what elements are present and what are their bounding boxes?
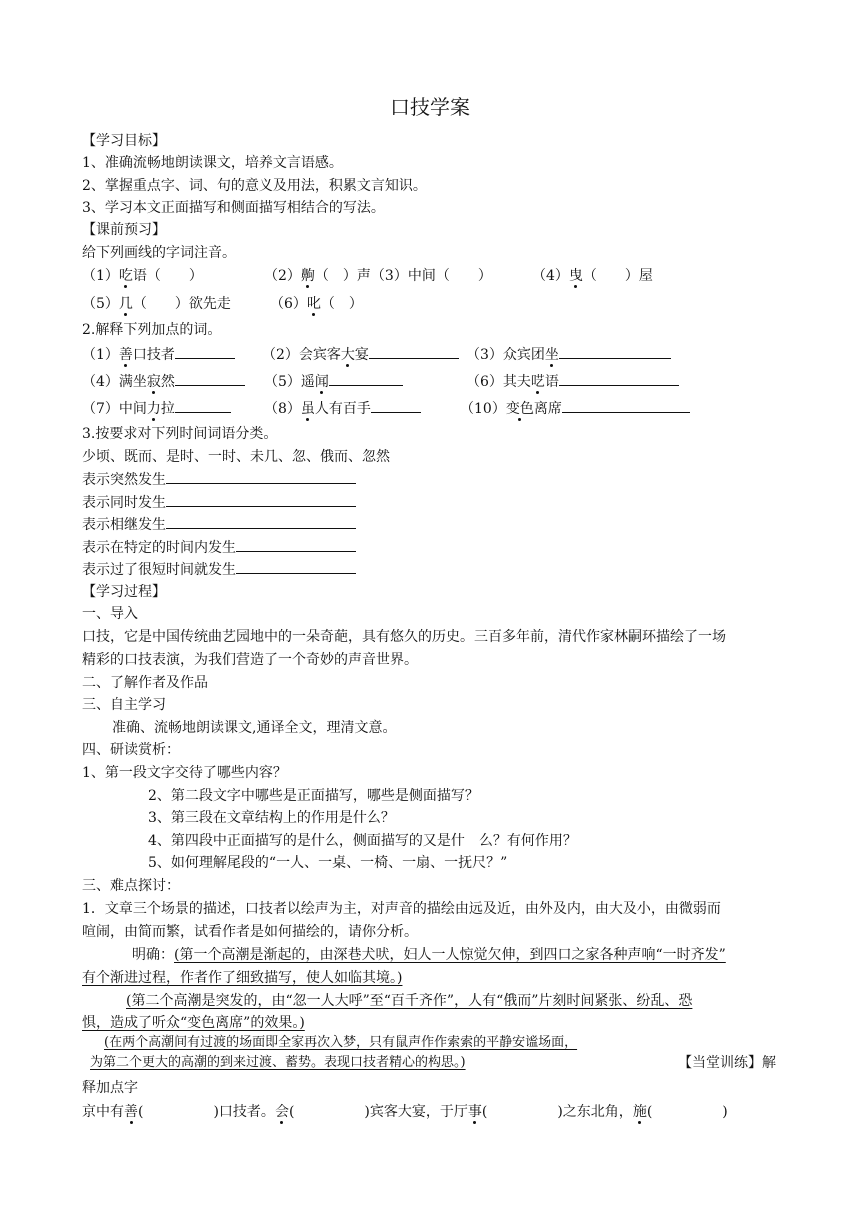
process-heading: 【学习过程】: [82, 584, 166, 600]
explain-item-7: （7）中间力拉: [82, 398, 231, 418]
answer-3-line-2: 为第二个更大的高潮的到来过渡、蓄势。表现口技者精心的构思。): [90, 1055, 466, 1070]
question-2: 2、第二段文字中哪些是正面描写，哪些是侧面描写？: [148, 788, 479, 804]
explain-item-8: （8）虽人有百手: [264, 398, 421, 418]
category-successive: 表示相继发生: [82, 514, 356, 534]
pinyin-instruction: 给下列画线的字词注音。: [82, 245, 236, 261]
classify-instruction: 3.按要求对下列时间词语分类。: [82, 426, 278, 442]
goals-heading: 【学习目标】: [82, 133, 166, 149]
answer-3-line-1: (在两个高潮间有过渡的场面即全家再次入梦，只有鼠声作作索索的平静安谧场面，: [104, 1035, 578, 1050]
difficulty-text-1: 1．文章三个场景的描述，口技者以绘声为主，对声音的描绘由远及近，由外及内，由大及小，由微弱而: [82, 901, 721, 917]
self-study-text: 准确、流畅地朗读课文,通译全文，理清文意。: [112, 720, 397, 736]
practice-sentence: 京中有善( )口技者。会( )宾客大宴，于厅事( )之东北角，施( ): [82, 1104, 728, 1120]
section-self-study: 三、自主学习: [82, 697, 166, 713]
question-4: 4、第四段中正面描写的是什么，侧面描写的又是什 么？有何作用？: [148, 833, 577, 849]
page-title: 口技学案: [390, 95, 470, 119]
category-specific-time: 表示在特定的时间内发生: [82, 537, 356, 557]
category-short-time: 表示过了很短时间就发生: [82, 559, 356, 579]
pinyin-item-5: （5）几（ ）欲先走: [82, 296, 231, 312]
section-intro: 一、导入: [82, 606, 138, 622]
pinyin-item-2-3: （2）齁（ ）声（3）中间（ ）: [264, 268, 492, 284]
question-3: 3、第三段在文章结构上的作用是什么？: [148, 810, 395, 826]
question-1: 1、第一段文字交待了哪些内容？: [82, 765, 287, 781]
explain-instruction: 2.解释下列加点的词。: [82, 322, 222, 338]
difficulty-text-2: 喧闹，由简而繁，试看作者是如何描绘的，请你分析。: [82, 924, 418, 940]
goal-item-3: 3、学习本文正面描写和侧面描写相结合的写法。: [82, 200, 385, 216]
answer-2-line-2: 惧，造成了听众“变色离席”的效果。): [82, 1015, 305, 1031]
intro-text-1: 口技，它是中国传统曲艺园地中的一朵奇葩，具有悠久的历史。三百多年前，清代作家林嗣环描绘了一场: [82, 629, 726, 645]
explain-item-4: （4）满坐寂然: [82, 371, 245, 391]
time-words: 少顷、既而、是时、一时、未几、忽、俄而、忽然: [82, 449, 390, 465]
explain-item-2: （2）会宾客大宴: [262, 344, 459, 364]
pinyin-item-1: （1）吃语（ ）: [82, 268, 203, 284]
answer-1-line-2: 有个渐进过程，作者作了细致描写，使人如临其境。): [82, 970, 403, 986]
section-difficulty: 三、难点探讨：: [82, 878, 180, 894]
category-sudden: 表示突然发生: [82, 469, 356, 489]
pinyin-item-6: （6）叱（ ）: [270, 296, 363, 312]
preview-heading: 【课前预习】: [82, 222, 166, 238]
goal-item-2: 2、掌握重点字、词、句的意义及用法，积累文言知识。: [82, 178, 427, 194]
practice-instruction: 释加点字: [82, 1080, 138, 1096]
answer-1-line-1: 明确：(第一个高潮是渐起的，由深巷犬吠，妇人一人惊觉欠伸，到四口之家各种声响“一时齐发”: [132, 947, 726, 963]
explain-item-10: （10）变色离席: [460, 398, 690, 418]
explain-item-6: （6）其夫呓语: [466, 371, 679, 391]
explain-item-1: （1）善口技者: [82, 344, 235, 364]
practice-heading: 【当堂训练】解: [678, 1055, 776, 1071]
intro-text-2: 精彩的口技表演，为我们营造了一个奇妙的声音世界。: [82, 652, 418, 668]
pinyin-item-4: （4）曳（ ）屋: [532, 268, 653, 284]
section-author: 二、了解作者及作品: [82, 675, 208, 691]
explain-item-5: （5）遥闻: [264, 371, 403, 391]
goal-item-1: 1、准确流畅地朗读课文，培养文言语感。: [82, 155, 343, 171]
category-simultaneous: 表示同时发生: [82, 492, 356, 512]
question-5: 5、如何理解尾段的“一人、一桌、一椅、一扇、一抚尺？”: [148, 855, 508, 871]
section-analysis: 四、研读赏析：: [82, 742, 180, 758]
answer-2-line-1: (第二个高潮是突发的，由“忽一人大呼”至“百千齐作”，人有“俄而”片刻时间紧张、纷乱、恐: [126, 993, 693, 1009]
explain-item-3: （3）众宾团坐: [466, 344, 671, 364]
